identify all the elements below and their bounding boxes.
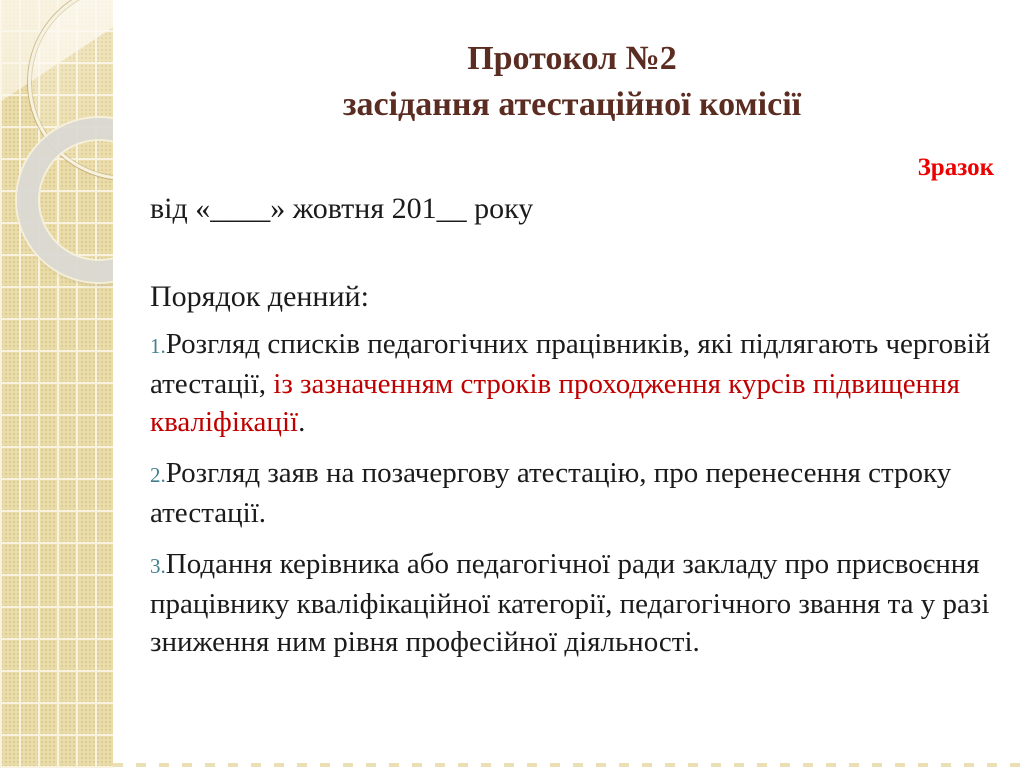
agenda-item-2 — [150, 454, 1004, 532]
title-line-1: Протокол №2 — [467, 40, 677, 77]
sample-label: Зразок — [917, 154, 994, 181]
item-1-text-end: . — [298, 406, 306, 438]
item-1-text: Розгляд списків педагогічних працівників, які підлягають черговій атестації, — [150, 328, 991, 400]
decorative-sidebar — [0, 0, 113, 768]
item-3-number: 3. — [150, 554, 166, 578]
item-1-text-red: із зазначенням строків проходження курсів підвищення кваліфікації — [150, 368, 960, 438]
date-line: від «____» жовтня 201__ року — [150, 192, 534, 225]
item-2-text: Розгляд заяв на позачергову атестацію, про перенесення строку атестації. — [150, 457, 952, 529]
agenda-item-1 — [150, 325, 1004, 441]
agenda-heading: Порядок денний: — [150, 280, 369, 313]
title-line-2: засідання атестаційної комісії — [342, 86, 802, 123]
item-2-number: 2. — [150, 463, 166, 487]
item-1-number: 1. — [150, 334, 166, 358]
slide-content — [113, 0, 1024, 768]
gray-ring-ornament — [17, 118, 113, 282]
slide-title — [150, 36, 994, 128]
agenda-item-3 — [150, 545, 1004, 661]
item-3-text: Подання керівника або педагогічної ради закладу про присвоєння працівнику кваліфікаційної категорії, педагогічного звання та у разі зниження ним рівня професійної діяльності. — [150, 548, 990, 658]
